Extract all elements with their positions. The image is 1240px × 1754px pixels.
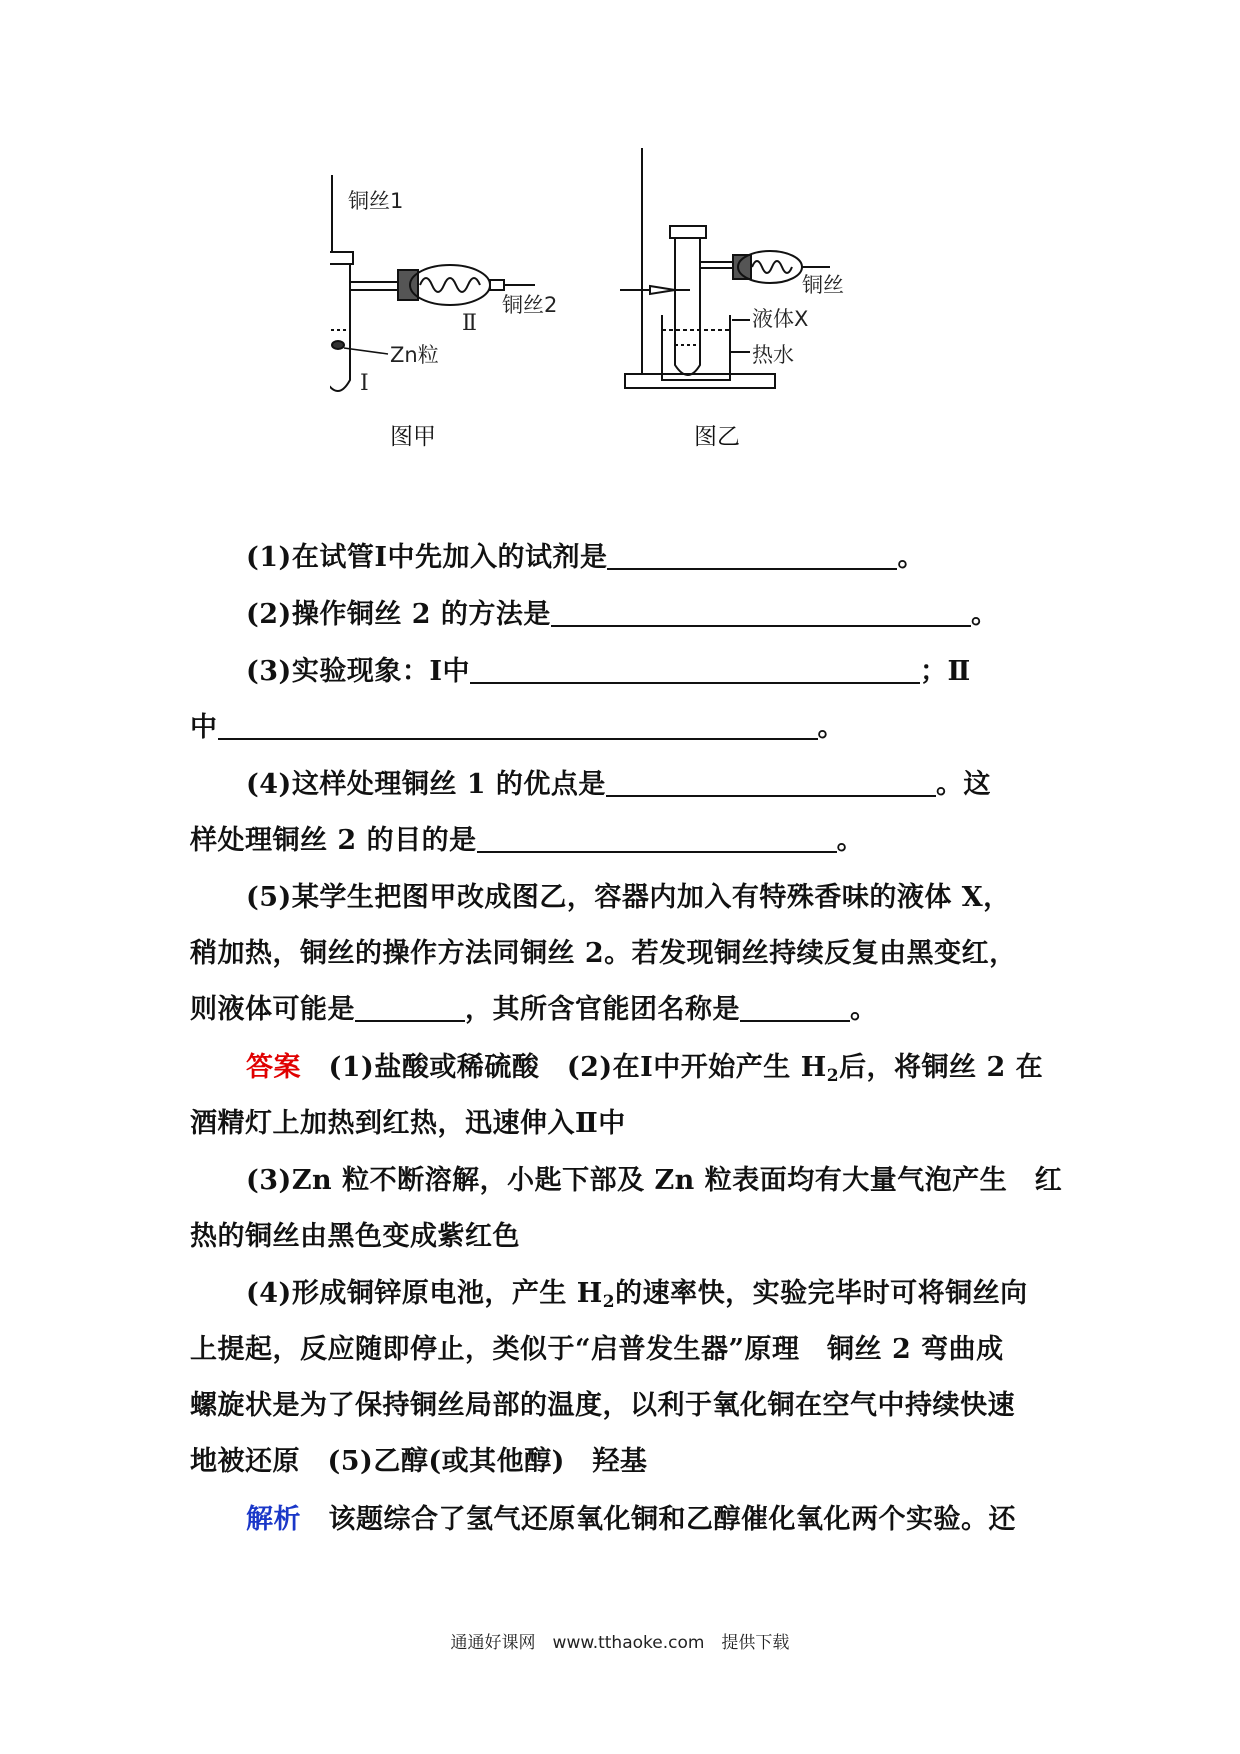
q3-text: (3)实验现象：Ⅰ中 — [246, 656, 470, 687]
answer-line-2: 酒精灯上加热到红热，迅速伸入Ⅱ中 — [190, 1108, 626, 1139]
q2-text: (2)操作铜丝 2 的方法是 — [246, 599, 551, 630]
label-wire2: 铜丝2 — [502, 293, 558, 317]
q5-text-b: ，其所含官能团名称是 — [465, 994, 740, 1025]
label-zn: Zn粒 — [390, 343, 439, 367]
question-5-line-3 — [190, 982, 1070, 1038]
q5-text-a: 则液体可能是 — [190, 994, 355, 1025]
q3-blank-2 — [218, 708, 818, 740]
question-4-line-2 — [190, 813, 1070, 869]
label-tube-1: Ⅰ — [360, 371, 369, 396]
label-wire1: 铜丝1 — [348, 189, 404, 213]
question-5-line-1: (5)某学生把图甲改成图乙，容器内加入有特殊香味的液体 X， — [246, 882, 1011, 913]
question-3-line-2 — [190, 700, 1070, 756]
question-1 — [190, 530, 1126, 586]
q4-blank-1 — [606, 765, 936, 797]
answer-line-3: (3)Zn 粒不断溶解，小匙下部及 Zn 粒表面均有大量气泡产生 红 — [246, 1165, 1063, 1196]
question-2 — [190, 587, 1126, 643]
q3-end: 。 — [817, 712, 845, 743]
q1-end: 。 — [897, 542, 925, 573]
q4-line2: 样处理铜丝 2 的目的是 — [190, 825, 477, 856]
answer-line-8: 地被还原 (5)乙醇(或其他醇) 羟基 — [190, 1446, 648, 1477]
q4-blank-2 — [477, 821, 837, 853]
q3-mid: ；Ⅱ — [919, 656, 971, 687]
answer-line-6: 上提起，反应随即停止，类似于“启普发生器”原理 铜丝 2 弯曲成 — [190, 1334, 1004, 1365]
fig-b-caption: 图乙 — [694, 424, 740, 450]
fig-b-drawing — [620, 148, 830, 388]
question-3-line-1 — [190, 644, 1126, 700]
answer-line-7: 螺旋状是为了保持铜丝局部的温度，以利于氧化铜在空气中持续快速 — [190, 1390, 1015, 1421]
answer-p1a: (1)盐酸或稀硫酸 (2)在Ⅰ中开始产生 H — [301, 1052, 827, 1083]
answer-line-5 — [190, 1266, 1126, 1330]
page-footer: 通通好课网 www.tthaoke.com 提供下载 — [450, 1633, 790, 1653]
q2-end: 。 — [970, 599, 999, 630]
analysis-label: 解析 — [246, 1504, 301, 1535]
answer-line-1 — [190, 1040, 1126, 1104]
label-hot-water: 热水 — [752, 343, 794, 367]
answer-p1-sub: 2 — [826, 1066, 840, 1086]
analysis-text: 该题综合了氢气还原氧化铜和乙醇催化氧化两个实验。还 — [301, 1504, 1016, 1535]
answer-p1b: 后，将铜丝 2 在 — [839, 1052, 1044, 1083]
fig-a-caption: 图甲 — [390, 424, 436, 450]
q1-blank — [607, 538, 897, 570]
q4-end: 。 — [836, 825, 865, 856]
answer-p3a: (4)形成铜锌原电池，产生 H — [246, 1278, 603, 1309]
apparatus-diagram — [330, 140, 950, 510]
q1-text: (1)在试管Ⅰ中先加入的试剂是 — [246, 542, 608, 573]
answer-p3b: 的速率快，实验完毕时可将铜丝向 — [615, 1278, 1028, 1309]
q5-end: 。 — [850, 994, 878, 1025]
q2-blank — [551, 595, 971, 627]
apparatus-figure — [330, 140, 950, 510]
q5-blank-1 — [355, 990, 465, 1022]
q4-mid: 。这 — [935, 769, 991, 800]
label-liquid-x: 液体X — [752, 307, 809, 331]
q4-text: (4)这样处理铜丝 1 的优点是 — [246, 769, 606, 800]
q3-line2: 中 — [190, 712, 218, 743]
answer-label: 答案 — [246, 1052, 301, 1083]
label-wire: 铜丝 — [802, 273, 844, 297]
analysis-line-1 — [190, 1492, 1126, 1548]
q3-blank-1 — [470, 652, 920, 684]
answer-p3-sub: 2 — [602, 1292, 616, 1312]
question-4-line-1 — [190, 757, 1126, 813]
label-tube-2: Ⅱ — [462, 311, 477, 336]
q5-blank-2 — [740, 990, 850, 1022]
question-5-line-2: 稍加热，铜丝的操作方法同铜丝 2。若发现铜丝持续反复由黑变红， — [190, 938, 1017, 969]
answer-line-4: 热的铜丝由黑色变成紫红色 — [190, 1221, 520, 1252]
